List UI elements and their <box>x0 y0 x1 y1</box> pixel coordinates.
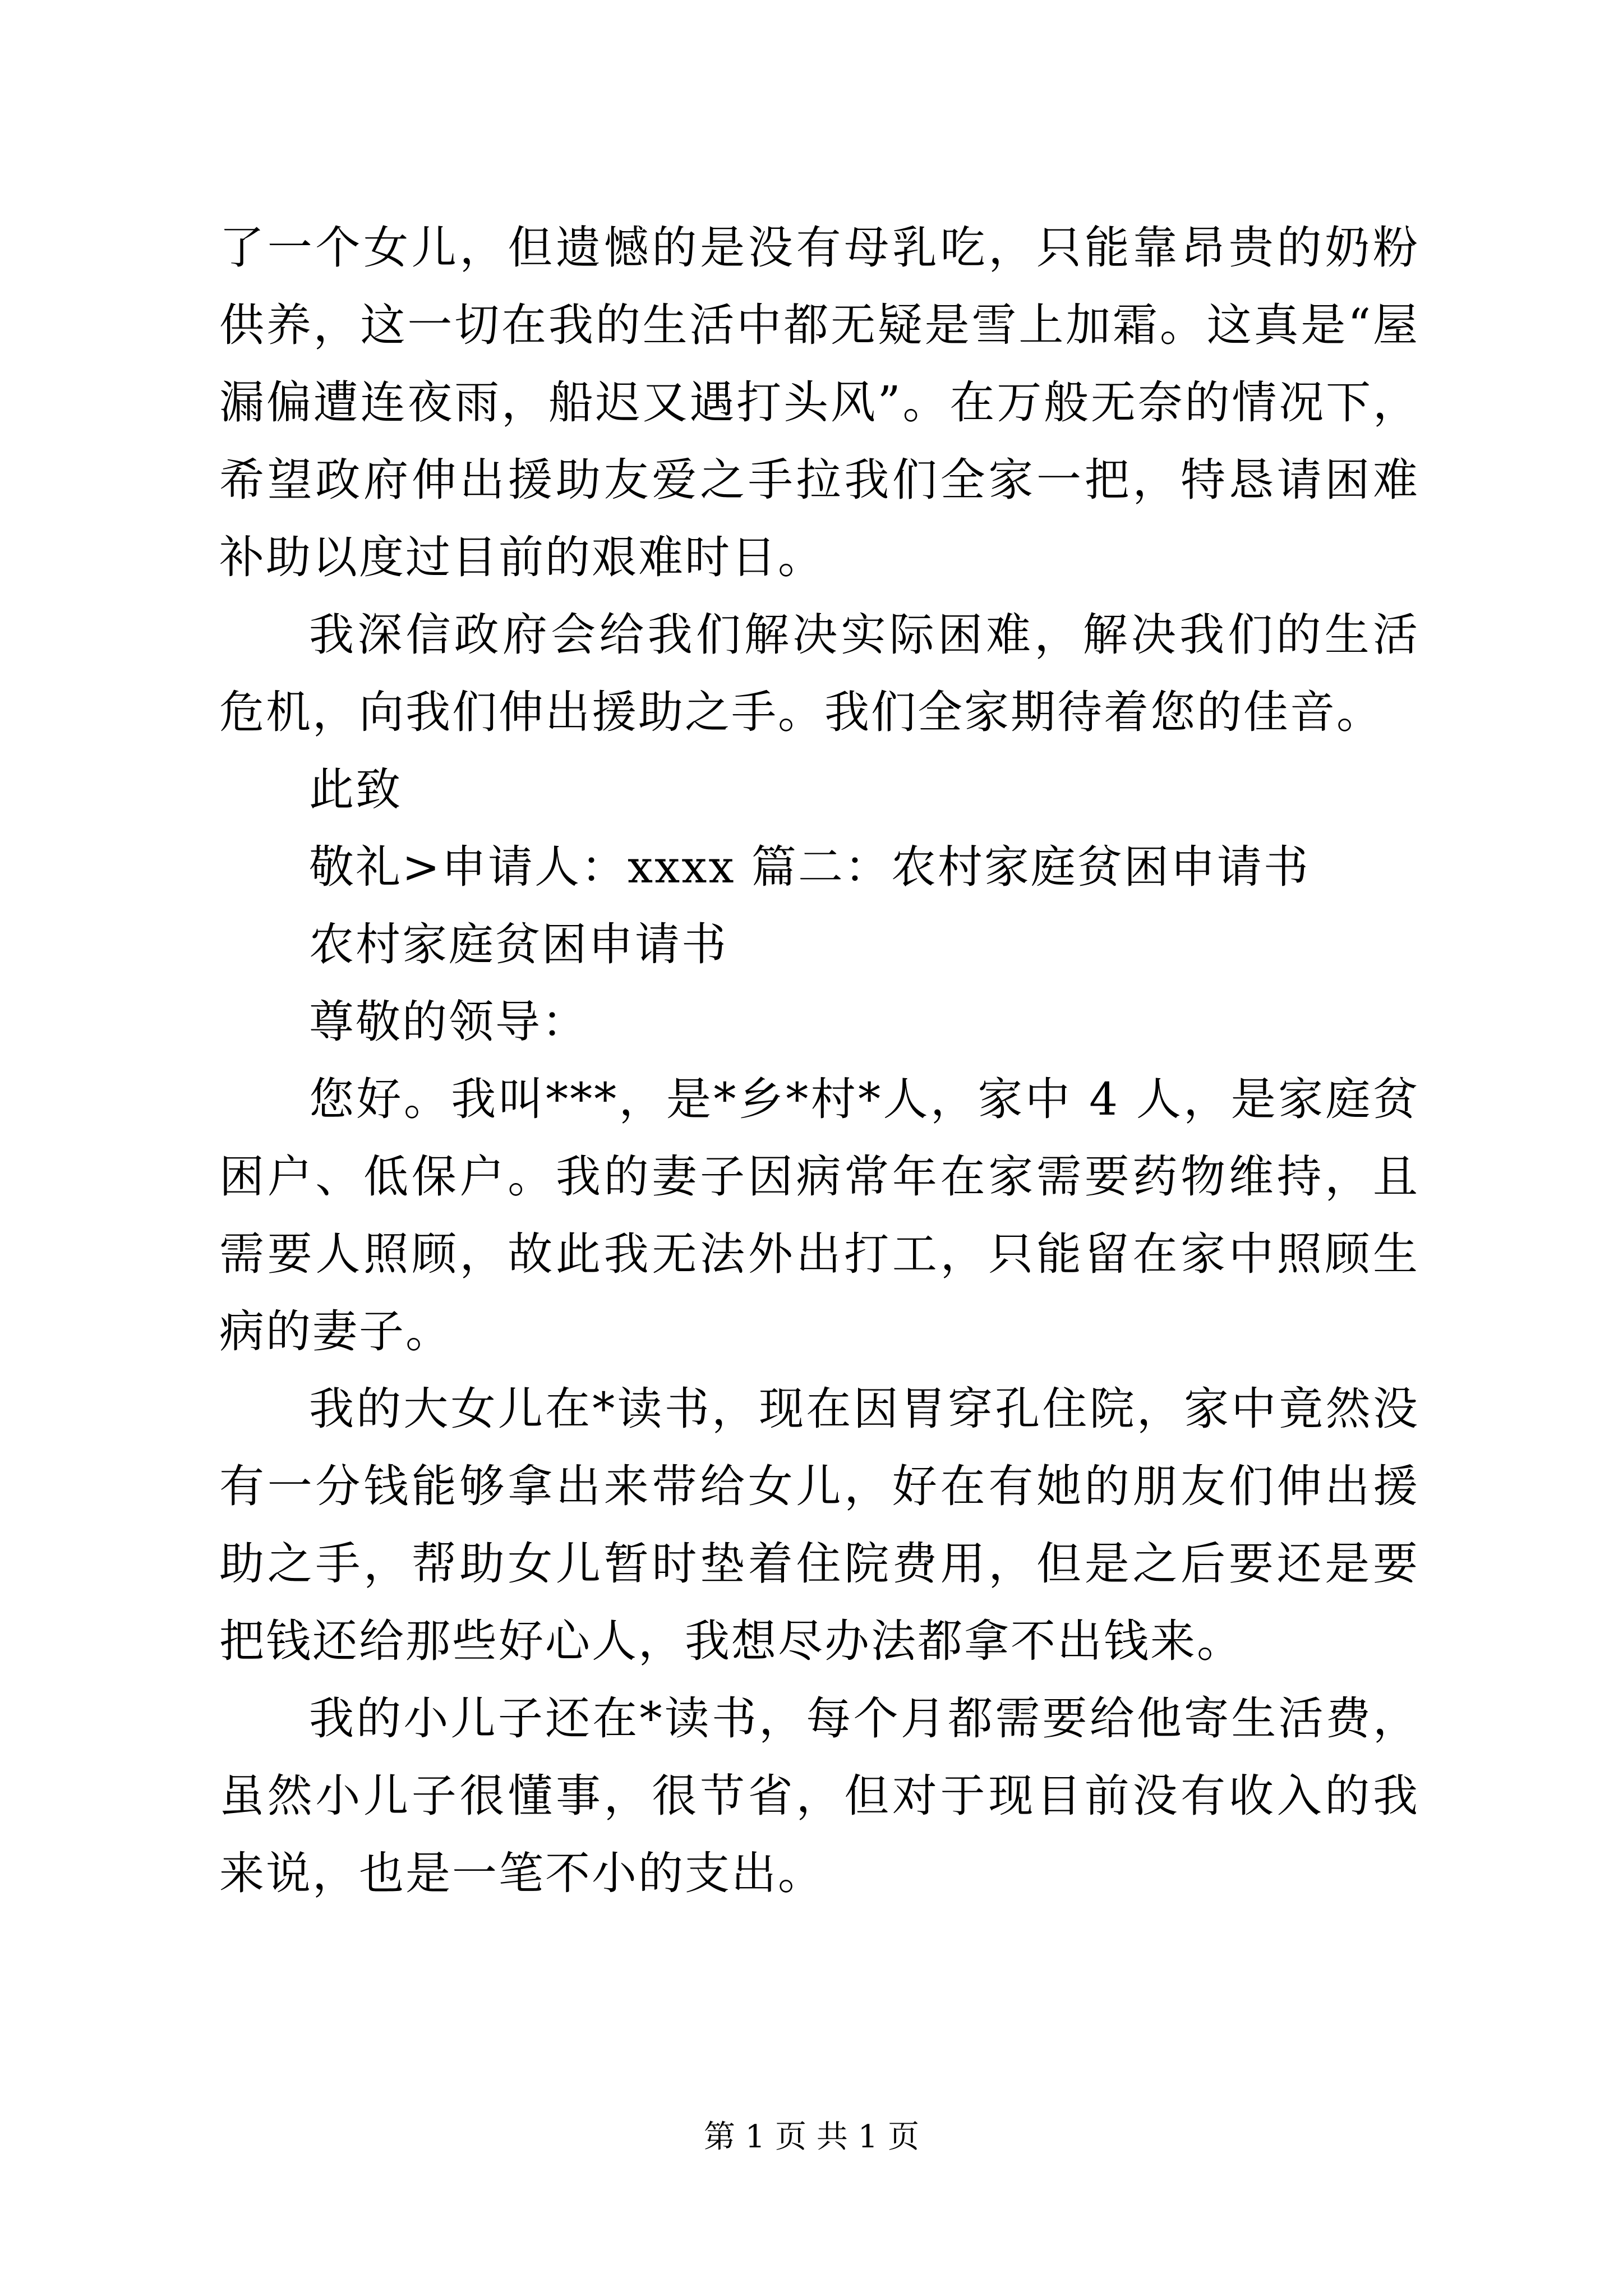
section-title: 农村家庭贫困申请书 <box>309 918 728 970</box>
paragraph-introduction: 您好。我叫***，是*乡*村*人，家中 4 人，是家庭贫困户、低保户。我的妻子因病常年在家需要药物维持，且需要人照顾，故此我无法外出打工，只能留在家中照顾生病的妻子。 <box>219 1073 1419 1358</box>
closing-signature-line: 敬礼>申请人：xxxx 篇二：农村家庭贫困申请书 <box>309 841 1310 893</box>
document-body <box>219 209 1419 1912</box>
closing-salutation: 此致 <box>309 763 402 816</box>
paragraph-daughter: 我的大女儿在*读书，现在因胃穿孔住院，家中竟然没有一分钱能够拿出来带给女儿，好在有她的朋友们伸出援助之手，帮助女儿暂时垫着住院费用，但是之后要还是要把钱还给那些好心人，我想尽办法都拿不出钱来。 <box>219 1383 1419 1667</box>
greeting: 尊敬的领导： <box>309 996 588 1048</box>
paragraph-continuation: 了一个女儿，但遗憾的是没有母乳吃，只能靠昂贵的奶粉供养，这一切在我的生活中都无疑是雪上加霜。这真是“屋漏偏遭连夜雨，船迟又遇打头风”。在万般无奈的情况下，希望政府伸出援助友爱之手拉我们全家一把，特恳请困难补助以度过目前的艰难时日。 <box>219 222 1419 583</box>
paragraph-son: 我的小儿子还在*读书，每个月都需要给他寄生活费，虽然小儿子很懂事，很节省，但对于现目前没有收入的我来说，也是一笔不小的支出。 <box>219 1692 1419 1899</box>
paragraph-belief: 我深信政府会给我们解决实际困难，解决我们的生活危机，向我们伸出援助之手。我们全家期待着您的佳音。 <box>219 609 1419 738</box>
page-footer: 第 1 页 共 1 页 <box>703 2119 920 2155</box>
